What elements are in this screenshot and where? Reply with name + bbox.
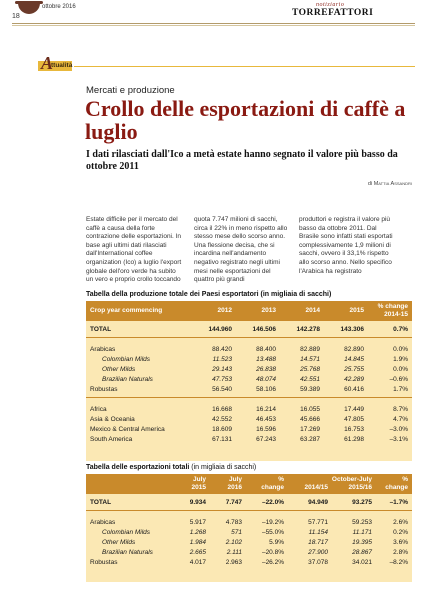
article-title: Crollo delle esportazioni di caffè a luglio [85,96,406,144]
cell-value: 14.845 [344,356,364,363]
cell-value: 16.055 [300,406,320,413]
row-label: Other Milds [102,539,136,546]
table-row [86,558,412,568]
cell-value: 13.488 [256,356,276,363]
masthead: TORREFATTORI [292,8,374,18]
row-label: Colombian Milds [102,529,151,536]
cell-value: 27.900 [308,549,328,556]
t2-h4a: October-July [331,476,372,483]
t2-h4b: 2014/15 [304,484,328,491]
table-row [86,518,412,528]
section-label: ttualità [51,62,73,69]
article-kicker: Mercati e produzione [86,85,175,96]
cell-value: –22.0% [261,499,284,506]
article-subtitle: I dati rilasciati dall'Ico a metà estate hanno segnato il valore più basso da ottobre 2011 [86,149,398,172]
t1-h-change: % change [377,303,408,310]
cell-value: 88.400 [256,346,276,353]
row-label: Arabicas [90,519,116,526]
body-column-3: produttori e registra il valore più basso da ottobre 2011. Dal Brasile sono infatti stati esportati complessivamente 1,9 milioni di sacchi, ovvero il 33,1% rispetto allo scorso anno. Nello specifico l'Arabica ha registrato [299,216,393,275]
t1-h-period: 2014-15 [384,311,408,318]
t2-h3a: % [278,476,284,483]
cell-value: 25.768 [300,366,320,373]
t1-h-label: Crop year commencing [90,307,163,314]
production-table [86,301,412,461]
row-label: Brazilian Naturals [102,376,153,383]
cell-value: 1.268 [189,529,206,536]
cell-value: 143.306 [340,326,364,333]
cell-value: 93.275 [352,499,372,506]
cell-value: 56.540 [212,386,232,393]
table-row [86,435,412,445]
table-row [86,375,412,385]
body-column-2: quota 7.747 milioni di sacchi, circa il 22% in meno rispetto allo stesso mese dello scorso anno. Una flessione decisa, che si incardina nell'andamento negativo registrato negli ultimi mesi nelle esportazioni del quattro più grandi [194,216,288,284]
section-initial: A [41,53,54,73]
table-row [86,385,412,395]
cell-value: 45.666 [300,416,320,423]
cell-value: –20.8% [261,549,284,556]
article-author [368,181,412,187]
cell-value: 60.416 [344,386,364,393]
cell-value: 11.171 [352,529,372,536]
cell-value: 2.963 [225,559,242,566]
cell-value: 4.783 [225,519,242,526]
cell-value: 59.253 [352,519,372,526]
cell-value: 63.287 [300,436,320,443]
cell-value: 19.395 [352,539,372,546]
cell-value: 0.7% [393,326,408,333]
cell-value: 16.214 [256,406,276,413]
body-column-1: Estate difficile per il mercato del caffè a causa della forte contrazione delle esportazioni. In base agli ultimi dati rilasciati dall'International coffee organization (Ico) a luglio l'export globale dell'oro verde ha subito un vero e proprio crollo toccando [86,216,182,284]
cell-value: 47.805 [344,416,364,423]
table2-header [86,474,412,494]
cell-value: 2.111 [226,549,242,556]
cell-value: 42.551 [300,376,320,383]
author-prefix: di [367,181,373,187]
t1-h-2012: 2012 [217,307,232,314]
cell-value: 5.9% [269,539,284,546]
cell-value: 9.934 [189,499,206,506]
t2-h2a: July [228,476,242,483]
t2-h3b: change [261,484,284,491]
table-row [86,528,412,538]
cell-value: 58.106 [256,386,276,393]
cell-value: 46.453 [256,416,276,423]
cell-value: –0.6% [389,376,408,383]
row-label: TOTAL [90,499,112,506]
cell-value: 16.596 [256,426,276,433]
cell-value: 34.021 [352,559,372,566]
cell-value: 2.102 [225,539,242,546]
t2-h2b: 2016 [227,484,242,491]
cell-value: 61.298 [344,436,364,443]
table-row [86,345,412,355]
table-divider [86,337,412,338]
row-label: Robustas [90,559,118,566]
row-label: Colombian Milds [102,356,151,363]
header-rule [12,23,415,24]
table1-caption: Tabella della produzione totale dei Paesi esportatori (in migliaia di sacchi) [86,291,332,298]
row-label: South America [90,436,133,443]
cell-value: 11.523 [212,356,232,363]
table-row [86,325,412,335]
table-row [86,538,412,548]
masthead-small: notiziario [316,2,345,8]
cell-value: 42.289 [344,376,364,383]
cell-value: 2.8% [393,549,408,556]
cell-value: 26.838 [256,366,276,373]
cell-value: 47.753 [212,376,232,383]
cell-value: 17.269 [300,426,320,433]
cell-value: 29.143 [212,366,232,373]
cell-value: 88.420 [212,346,232,353]
cell-value: 18.717 [308,539,328,546]
cell-value: 1.7% [393,386,408,393]
cell-value: 4.7% [393,416,408,423]
issue-date: ottobre 2016 [42,4,76,10]
cell-value: 94.949 [308,499,328,506]
table-row [86,365,412,375]
author-name: Mattia Assandri [373,181,412,187]
table-row [86,548,412,558]
cell-value: 82.889 [300,346,320,353]
section-rule [74,66,415,67]
row-label: Other Milds [102,366,136,373]
cell-value: –19.2% [261,519,284,526]
t2-h5b: 2015/16 [348,484,372,491]
cell-value: 0.2% [393,529,408,536]
cell-value: 7.747 [225,499,242,506]
row-label: Asia & Oceania [90,416,135,423]
table-row [86,425,412,435]
cell-value: 14.571 [300,356,320,363]
cell-value: 0.0% [393,366,408,373]
cell-value: 16.668 [212,406,232,413]
cell-value: 5.917 [189,519,206,526]
cell-value: 37.078 [308,559,328,566]
table-row [86,355,412,365]
table-row [86,498,412,508]
cell-value: 59.389 [300,386,320,393]
cell-value: –8.2% [389,559,408,566]
cell-value: 146.506 [252,326,276,333]
cell-value: 2.6% [393,519,408,526]
cell-value: 1.9% [393,356,408,363]
cell-value: 1.984 [189,539,206,546]
coffee-cup-icon [18,3,40,14]
t2-h1a: July [192,476,206,483]
table-divider [86,510,412,511]
cell-value: 144.960 [208,326,232,333]
row-label: Robustas [90,386,118,393]
t1-h-2015: 2015 [349,307,364,314]
t1-h-2014: 2014 [305,307,320,314]
table1-header [86,301,412,321]
cell-value: 11.154 [308,529,328,536]
t2-caption-bold: Tabella delle esportazioni totali [86,464,190,471]
cell-value: 18.609 [212,426,232,433]
cell-value: 48.074 [256,376,276,383]
header-rule-thin [12,25,415,26]
row-label: Brazilian Naturals [102,549,153,556]
cell-value: 28.867 [352,549,372,556]
cell-value: 17.449 [344,406,364,413]
cell-value: 25.755 [344,366,364,373]
cell-value: –3.1% [389,436,408,443]
cell-value: –55.0% [261,529,284,536]
row-label: Arabicas [90,346,116,353]
cell-value: 67.243 [256,436,276,443]
cell-value: 3.6% [393,539,408,546]
exports-table [86,474,412,582]
cell-value: 8.7% [393,406,408,413]
cell-value: 142.278 [296,326,320,333]
t2-caption-plain: (in migliaia di sacchi) [189,464,257,471]
cell-value: 571 [231,529,242,536]
cell-value: 57.771 [308,519,328,526]
cell-value: 42.552 [212,416,232,423]
table2-caption [86,464,256,471]
t2-h6b: change [385,484,408,491]
page-number: 18 [12,13,20,20]
t1-h-2013: 2013 [261,307,276,314]
cell-value: –1.7% [389,499,408,506]
row-label: TOTAL [90,326,112,333]
cell-value: 4.017 [189,559,206,566]
row-label: Africa [90,406,107,413]
table-row [86,415,412,425]
t2-h6a: % [402,476,408,483]
table-row [86,405,412,415]
table-divider [86,397,412,398]
row-label: Mexico & Central America [90,426,165,433]
cell-value: 67.131 [212,436,232,443]
cell-value: 2.665 [189,549,206,556]
cell-value: 0.0% [393,346,408,353]
cell-value: 16.753 [344,426,364,433]
cell-value: 82.890 [344,346,364,353]
cell-value: –3.0% [389,426,408,433]
cell-value: –26.2% [261,559,284,566]
t2-h1b: 2015 [191,484,206,491]
